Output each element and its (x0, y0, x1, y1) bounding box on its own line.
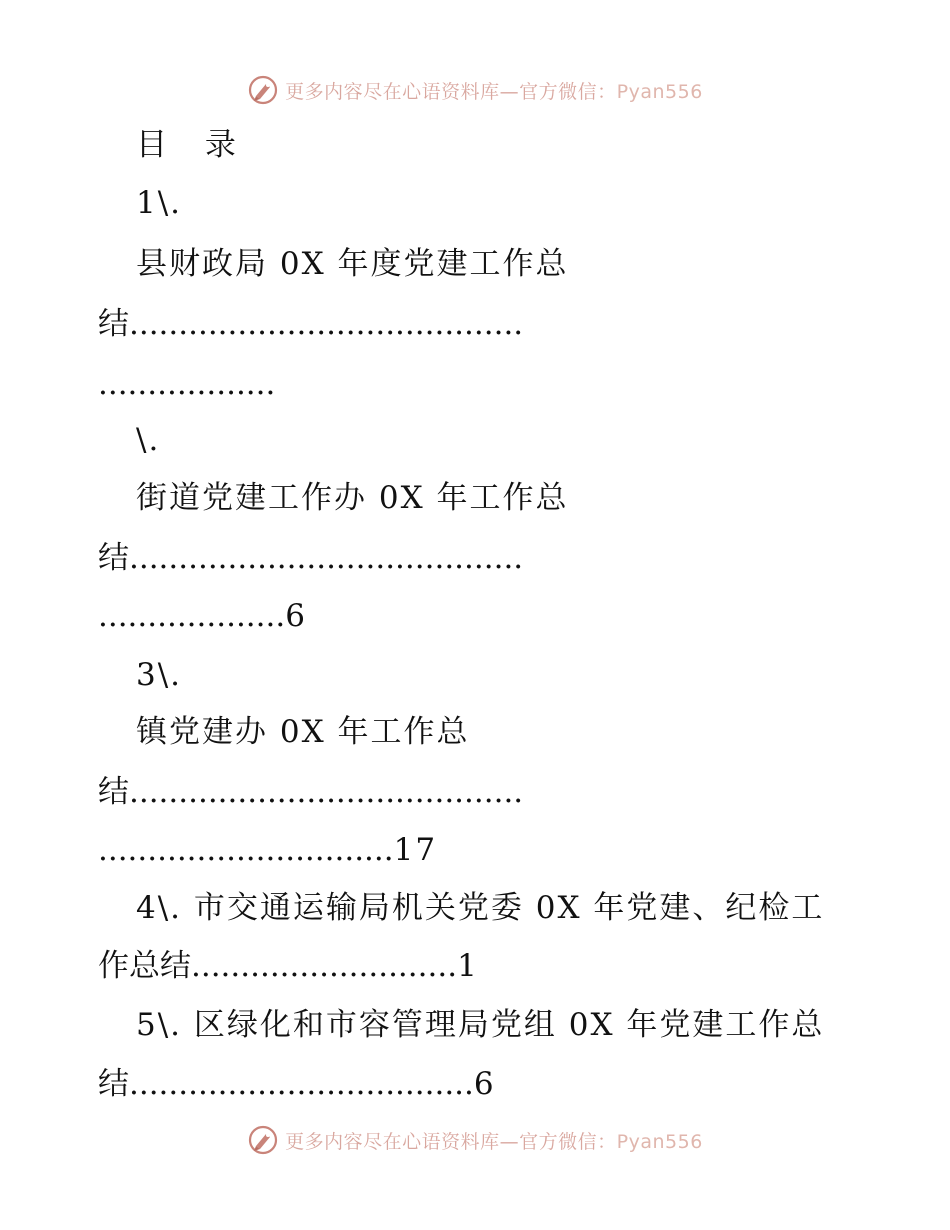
header-watermark (0, 70, 950, 110)
toc-entry-4-page: 1 (457, 948, 479, 984)
toc-entry-3-number: 3\. (136, 657, 183, 693)
toc-entry-2-leader: 结........................................ (98, 540, 524, 576)
toc-entry-4-number: 4\. (136, 890, 183, 926)
toc-entry-5-heading[interactable] (136, 1005, 824, 1045)
watermark-id: Pyan556 (616, 1130, 703, 1153)
toc-entry-5-number: 5\. (136, 1007, 183, 1043)
toc-entry-4-heading[interactable] (136, 888, 824, 928)
toc-entry-2-title[interactable]: 街道党建工作办 0X 年工作总 (136, 480, 569, 516)
toc-entry-2-leader-cont (98, 596, 307, 636)
pen-logo-icon (247, 74, 279, 106)
toc-entry-1-leader: 结........................................ (98, 306, 524, 342)
footer-watermark (0, 1120, 950, 1160)
toc-entry-2-page: 6 (285, 598, 307, 634)
toc-heading: 目 录 (136, 127, 250, 163)
toc-entry-3-page: 17 (393, 832, 438, 868)
toc-entry-3-leader: 结........................................ (98, 774, 524, 810)
toc-entry-1-title[interactable]: 县财政局 0X 年度党建工作总 (136, 246, 569, 282)
toc-entry-3-title[interactable]: 镇党建办 0X 年工作总 (136, 714, 470, 750)
toc-entry-4-title: 市交通运输局机关党委 0X 年党建、纪检工 (193, 890, 825, 926)
watermark-text: 更多内容尽在心语资料库—官方微信：Pyan556 (285, 80, 703, 103)
toc-entry-5-title: 区绿化和市容管理局党组 0X 年党建工作总 (193, 1007, 825, 1043)
toc-entry-4-dots: 作总结........................... (98, 948, 458, 984)
toc-entry-2-number: \. (136, 422, 161, 458)
toc-entry-3-leader-cont (98, 830, 437, 870)
toc-entry-1-leader-cont: .................. (98, 366, 276, 402)
toc-entry-5-dots: 结................................... (98, 1066, 474, 1102)
toc-entry-1-number: 1\. (136, 185, 183, 221)
watermark-id: Pyan556 (616, 80, 703, 103)
toc-entry-2-dots: ................... (98, 598, 286, 634)
toc-entry-5-leader (98, 1064, 496, 1104)
toc-entry-3-dots: .............................. (98, 832, 394, 868)
pen-logo-icon (247, 1124, 279, 1156)
toc-entry-5-page: 6 (473, 1066, 496, 1102)
toc-entry-4-leader (98, 946, 479, 986)
watermark-text: 更多内容尽在心语资料库—官方微信：Pyan556 (285, 1130, 703, 1153)
